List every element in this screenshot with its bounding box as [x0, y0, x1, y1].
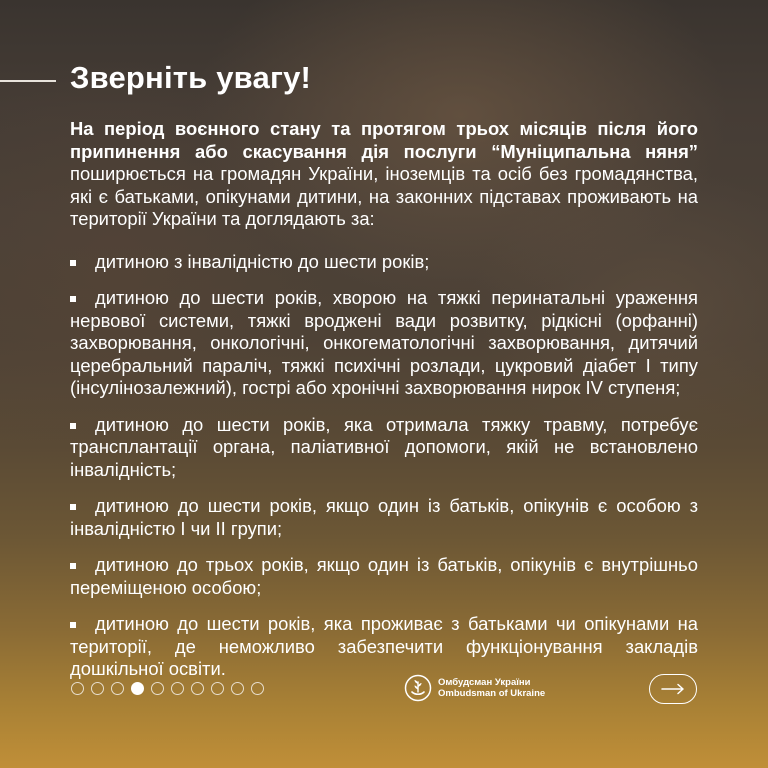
bullet-square-icon [70, 260, 76, 266]
carousel-pagination [71, 682, 264, 695]
bullet-square-icon [70, 296, 76, 302]
intro-rest: поширюється на громадян України, іноземців та осіб без громадянства, які є батьками, опікунами дитини, на законних підставах проживають на території України та доглядають за: [70, 163, 698, 229]
list-item [70, 287, 698, 400]
pagination-dot[interactable] [151, 682, 164, 695]
bullet-square-icon [70, 563, 76, 569]
list-item-text: дитиною до шести років, якщо один із батьків, опікунів є особою з інвалідністю I чи II групи; [70, 495, 698, 539]
list-item [70, 414, 698, 482]
intro-paragraph [70, 118, 698, 231]
list-item-text: дитиною до шести років, хворою на тяжкі перинатальні ураження нервової системи, тяжкі вроджені вади розвитку, рідкісні (орфанні) захворювання, онкологічні, онкогематологічні захворювання, дитячий церебральний параліч, тяжкі психічні розлади, цукровий діабет I типу (інсулінозалежний), гострі або хронічні захворювання нирок IV ступеня; [70, 287, 698, 398]
page-title: Зверніть увагу! [70, 60, 312, 95]
arrow-right-icon [661, 683, 685, 695]
list-item-text: дитиною з інвалідністю до шести років; [95, 250, 430, 272]
list-item-text: дитиною до шести років, яка отримала тяжку травму, потребує трансплантації органа, паліативної допомоги, якій не встановлено інвалідність; [70, 413, 698, 480]
pagination-dot[interactable] [191, 682, 204, 695]
bullet-square-icon [70, 423, 76, 429]
list-item [70, 613, 698, 681]
title-accent-line [0, 80, 56, 82]
pagination-dot[interactable] [91, 682, 104, 695]
list-item [70, 251, 698, 274]
list-item-text: дитиною до шести років, яка проживає з батьками чи опікунами на території, де неможливо забезпечити функціонування закладів дошкільної освіти. [70, 613, 698, 679]
pagination-dot[interactable] [171, 682, 184, 695]
list-item [70, 495, 698, 540]
bullet-square-icon [70, 622, 76, 628]
brand-name-uk: Омбудсман України [438, 676, 531, 688]
bullet-square-icon [70, 504, 76, 510]
next-slide-button[interactable] [649, 674, 697, 704]
ombudsman-logo-icon [404, 674, 432, 702]
intro-lead: На період воєнного стану та протягом трьох місяців після його припинення або скасування дія послуги “Муніципальна няня” [70, 118, 698, 162]
pagination-dot[interactable] [211, 682, 224, 695]
pagination-dot[interactable] [231, 682, 244, 695]
main-content [70, 118, 698, 695]
ombudsman-brand [404, 674, 545, 702]
pagination-dot[interactable] [251, 682, 264, 695]
pagination-dot[interactable] [71, 682, 84, 695]
brand-text [438, 677, 545, 700]
pagination-dot-active[interactable] [131, 682, 144, 695]
list-item-text: дитиною до трьох років, якщо один із батьків, опікунів є внутрішньо переміщеною особою; [70, 554, 698, 598]
conditions-list [70, 251, 698, 681]
pagination-dot[interactable] [111, 682, 124, 695]
brand-name-en: Ombudsman of Ukraine [438, 688, 546, 699]
list-item [70, 554, 698, 599]
